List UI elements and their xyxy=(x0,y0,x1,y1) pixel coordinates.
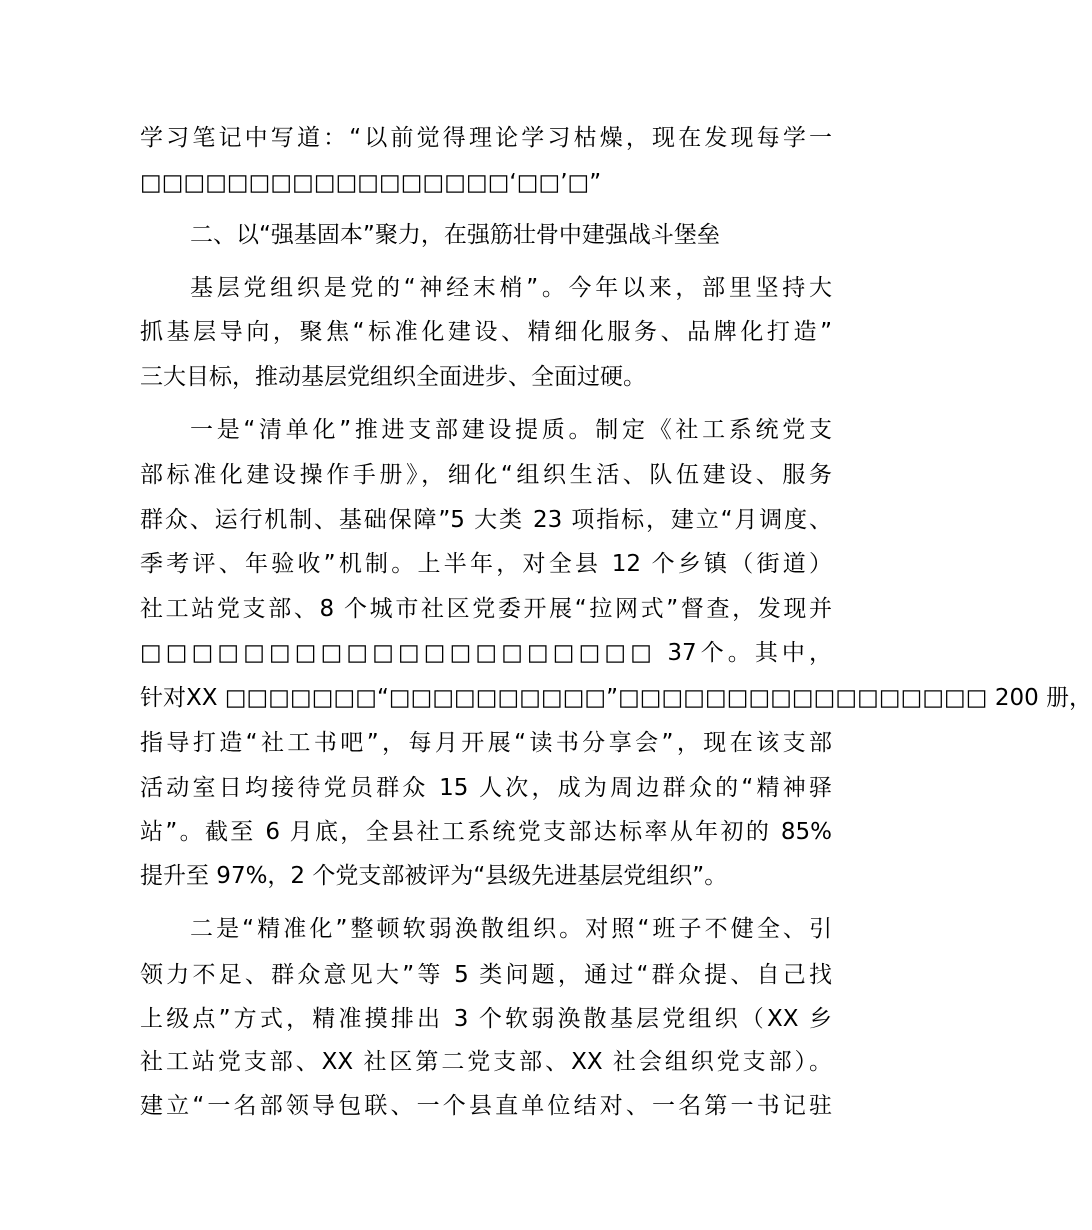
text-line: 一是“清单化”推进支部建设提质。制定《社工系统党支 xyxy=(190,417,832,443)
text-line: 部标准化建设操作手册》，细化“组织生活、队伍建设、服务 xyxy=(140,462,832,488)
text-line: 建立“一名部领导包联、一个县直单位结对、一名第一书记驻 xyxy=(140,1093,832,1119)
text-line: 活动室日均接待党员群众 15 人次，成为周边群众的“精神驿 xyxy=(140,775,832,801)
section-heading: 二、以“强基固本”聚力，在强筋壮骨中建强战斗堡垒 xyxy=(190,222,720,248)
text-line: 季考评、年验收”机制。上半年，对全县 12 个乡镇（街道） xyxy=(140,551,832,577)
text-line: □□□□□□□□□□□□□□□□□□□□ 37个。其中， xyxy=(140,640,832,666)
text-line: 基层党组织是党的“神经末梢”。今年以来，部里坚持大 xyxy=(190,275,832,301)
text-line: 上级点”方式，精准摸排出 3 个软弱涣散基层党组织（XX 乡 xyxy=(140,1006,832,1032)
text-line: 三大目标，推动基层党组织全面进步、全面过硬。 xyxy=(140,364,646,390)
text-line: 指导打造“社工书吧”，每月开展“读书分享会”，现在该支部 xyxy=(140,730,832,756)
text-line: 针对XX □□□□□□□“□□□□□□□□□□”□□□□□□□□□□□□□□□□□ 200 册， xyxy=(140,685,1092,711)
text-line: 二是“精准化”整顿软弱涣散组织。对照“班子不健全、引 xyxy=(190,916,832,942)
text-line: 社工站党支部、8 个城市社区党委开展“拉网式”督查，发现并 xyxy=(140,596,832,622)
text-line: 抓基层导向，聚焦“标准化建设、精细化服务、品牌化打造” xyxy=(140,319,832,345)
text-line: 学习笔记中写道：“以前觉得理论学习枯燥，现在发现每学一 xyxy=(140,125,832,151)
text-line: 领力不足、群众意见大”等 5 类问题，通过“群众提、自己找 xyxy=(140,962,832,988)
text-line: 提升至 97%，2 个党支部被评为“县级先进基层党组织”。 xyxy=(140,863,728,889)
text-line: 站”。截至 6 月底，全县社工系统党支部达标率从年初的 85% xyxy=(140,819,832,845)
text-line: 社工站党支部、XX 社区第二党支部、XX 社会组织党支部）。 xyxy=(140,1049,832,1075)
text-line: □□□□□□□□□□□□□□□□□‘□□’□” xyxy=(140,170,602,196)
text-line: 群众、运行机制、基础保障”5 大类 23 项指标，建立“月调度、 xyxy=(140,507,832,533)
